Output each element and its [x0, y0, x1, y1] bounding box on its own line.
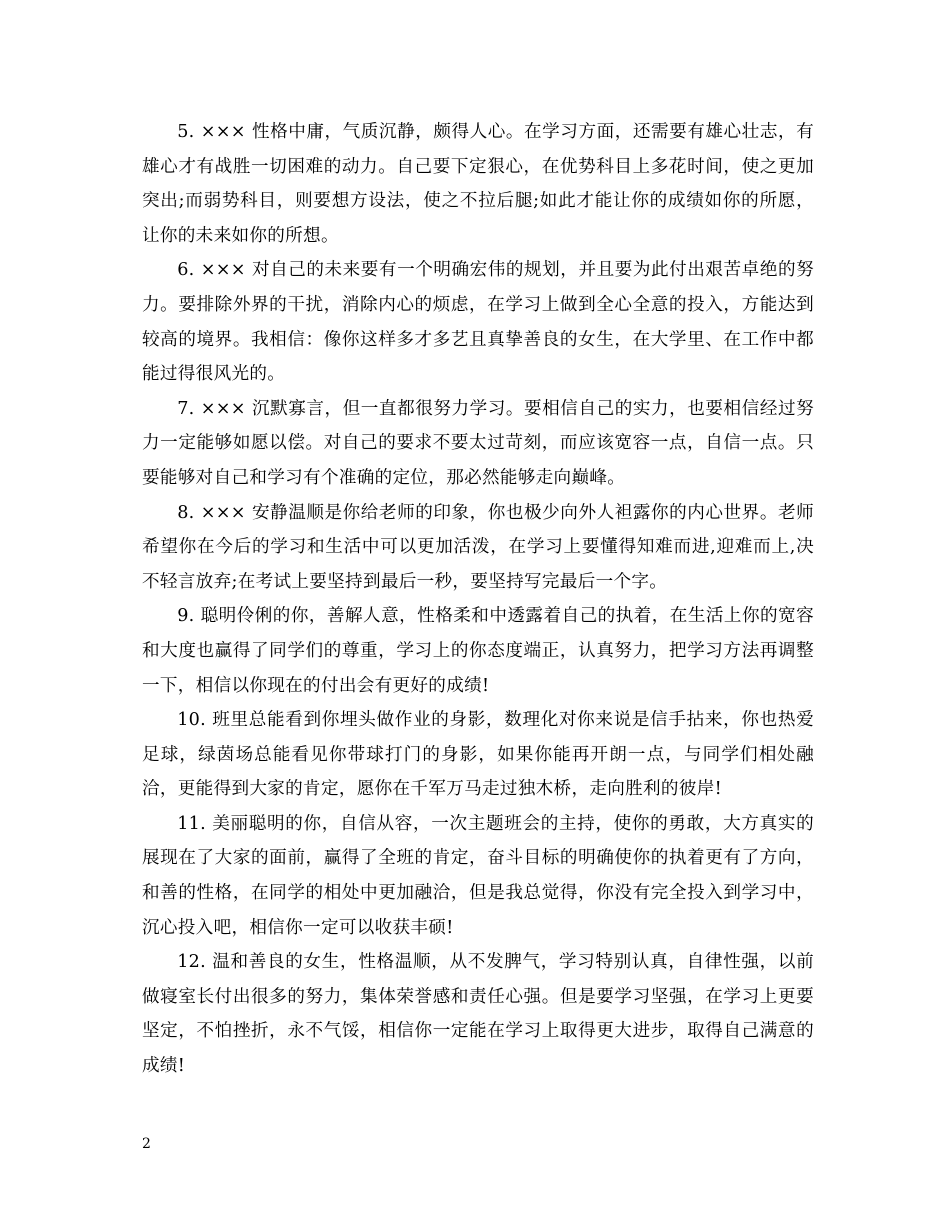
document-body	[142, 115, 814, 1084]
paragraph-comment-10: 10. 班里总能看到你埋头做作业的身影，数理化对你来说是信手拈来，你也热爱足球，绿茵场总能看见你带球打门的身影，如果你能再开朗一点，与同学们相处融洽，更能得到大家的肯定，愿你在千军万马走过独木桥，走向胜利的彼岸!	[142, 710, 814, 800]
paragraph-comment-12: 12. 温和善良的女生，性格温顺，从不发脾气，学习特别认真，自律性强，以前做寝室长付出很多的努力，集体荣誉感和责任心强。但是要学习坚强，在学习上更要坚定，不怕挫折，永不气馁，相信你一定能在学习上取得更大进步，取得自己满意的成绩!	[142, 952, 814, 1077]
paragraph-comment-8: 8. ××× 安静温顺是你给老师的印象，你也极少向外人袒露你的内心世界。老师希望你在今后的学习和生活中可以更加活泼，在学习上要懂得知难而进,迎难而上,决不轻言放弃;在考试上要坚持到最后一秒，要坚持写完最后一个字。	[142, 502, 814, 592]
paragraph-comment-6: 6. ××× 对自己的未来要有一个明确宏伟的规划，并且要为此付出艰苦卓绝的努力。要排除外界的干扰，消除内心的烦虑，在学习上做到全心全意的投入，方能达到较高的境界。我相信：像你这样多才多艺且真挚善良的女生，在大学里、在工作中都能过得很风光的。	[142, 260, 814, 385]
paragraph-comment-7: 7. ××× 沉默寡言，但一直都很努力学习。要相信自己的实力，也要相信经过努力一定能够如愿以偿。对自己的要求不要太过苛刻，而应该宽容一点，自信一点。只要能够对自己和学习有个准确的定位，那必然能够走向巅峰。	[142, 398, 814, 488]
paragraph-comment-5: 5. ××× 性格中庸，气质沉静，颇得人心。在学习方面，还需要有雄心壮志，有雄心才有战胜一切困难的动力。自己要下定狠心，在优势科目上多花时间，使之更加突出;而弱势科目，则要想方设法，使之不拉后腿;如此才能让你的成绩如你的所愿，让你的未来如你的所想。	[142, 122, 814, 246]
paragraph-comment-9: 9. 聪明伶俐的你，善解人意，性格柔和中透露着自己的执着，在生活上你的宽容和大度也赢得了同学们的尊重，学习上的你态度端正，认真努力，把学习方法再调整一下，相信以你现在的付出会有更好的成绩!	[142, 606, 814, 696]
page-number: 2	[142, 1136, 151, 1152]
paragraph-comment-11: 11. 美丽聪明的你，自信从容，一次主题班会的主持，使你的勇敢，大方真实的展现在了大家的面前，赢得了全班的肯定，奋斗目标的明确使你的执着更有了方向，和善的性格，在同学的相处中更加融洽，但是我总觉得，你没有完全投入到学习中，沉心投入吧，相信你一定可以收获丰硕!	[142, 813, 814, 938]
